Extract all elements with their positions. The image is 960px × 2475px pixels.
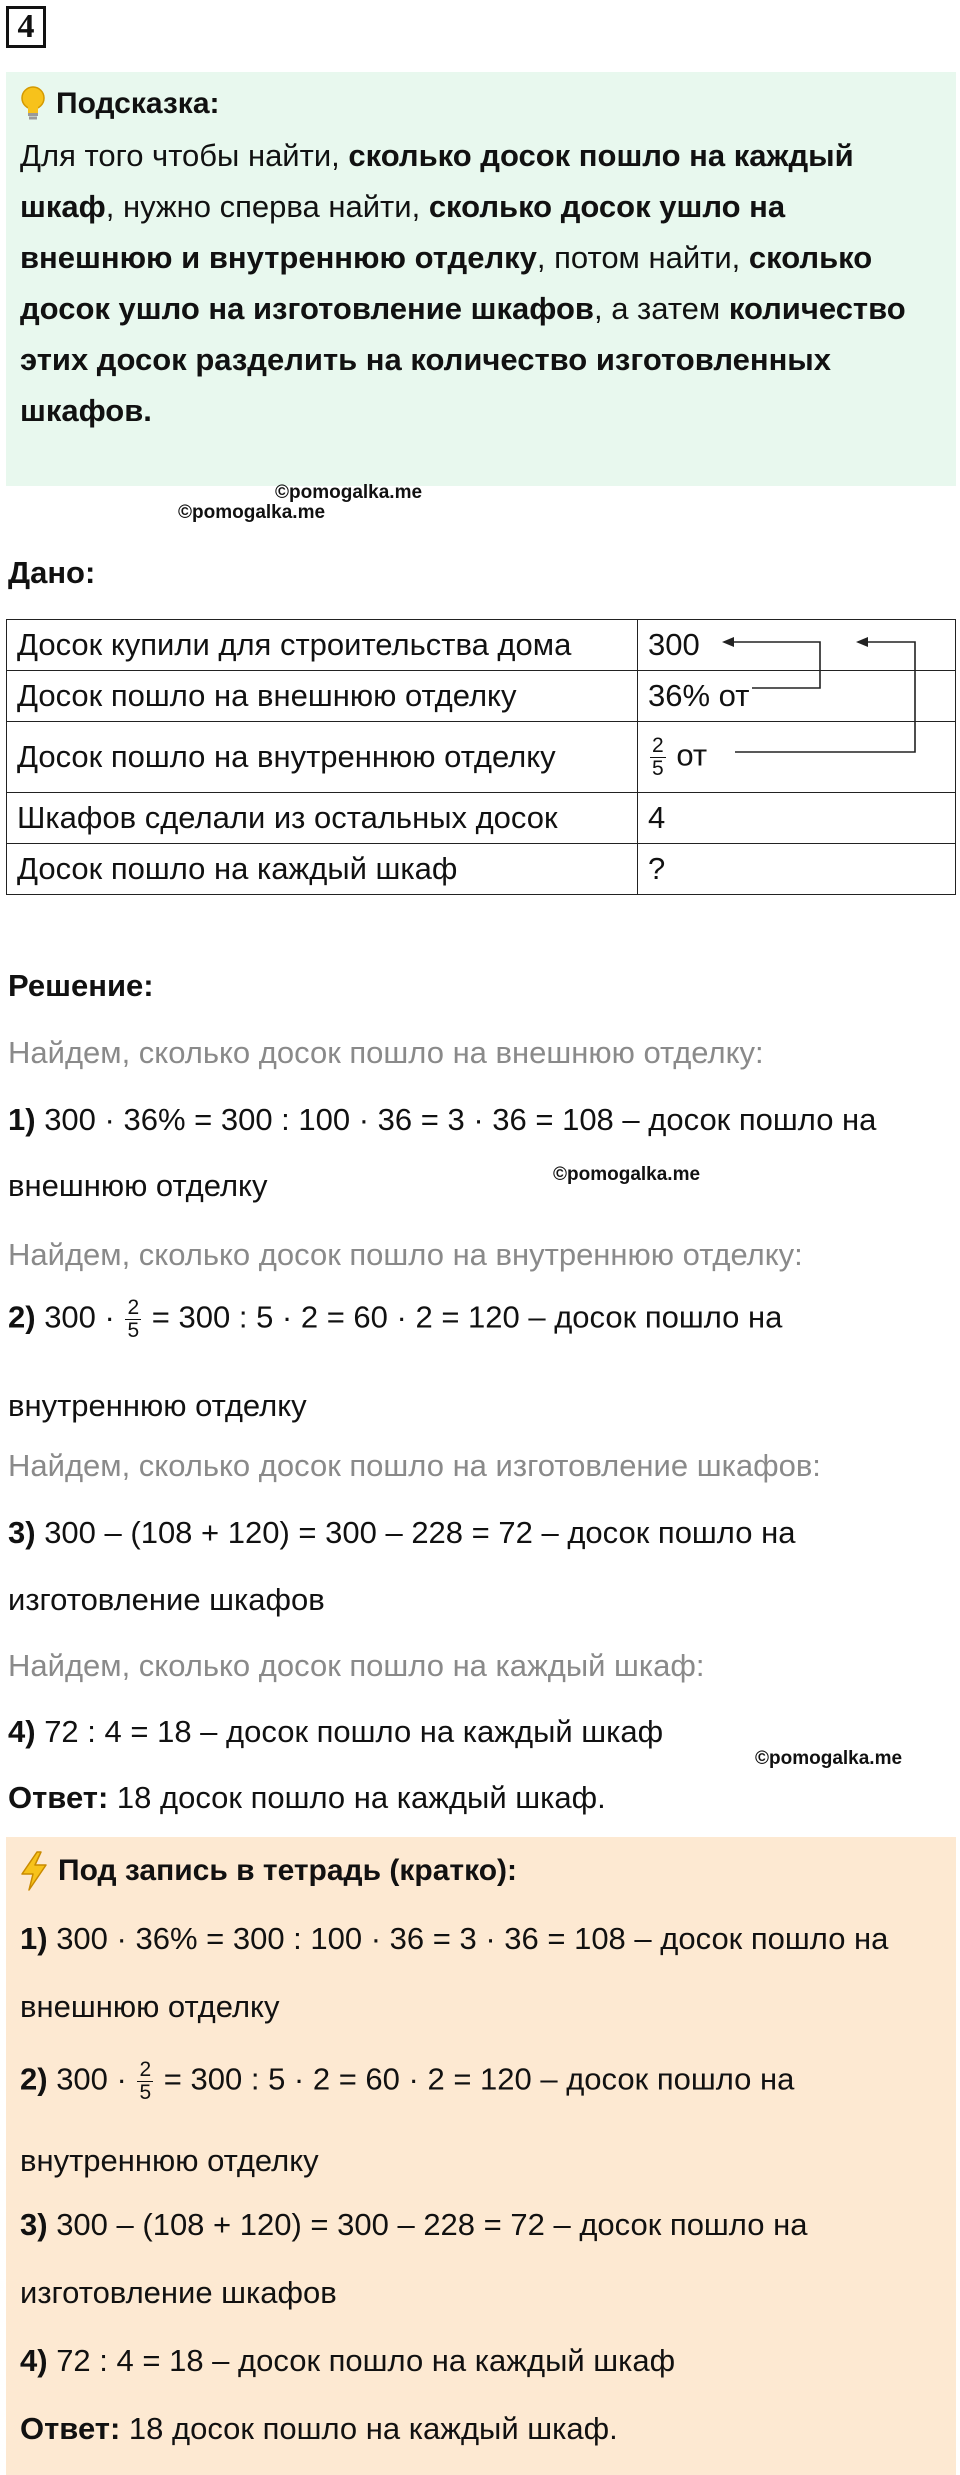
step-text: 72 : 4 = 18 – досок пошло на каждый шкаф <box>47 2343 676 2378</box>
step-number: 2) <box>20 2061 48 2097</box>
hint-text-part: количество этих досок разделить на количество изготовленных шкафов. <box>20 291 906 428</box>
step-number: 4) <box>20 2343 48 2378</box>
step-number: 1) <box>8 1102 36 1137</box>
watermark: ©pomogalka.me <box>178 502 326 523</box>
fraction <box>137 2059 153 2104</box>
step-number: 1) <box>20 1921 48 1956</box>
notebook-step-1 <box>20 1921 888 1957</box>
notebook-title-text: Под запись в тетрадь (кратко): <box>58 1854 518 1887</box>
task-number: 4 <box>6 6 46 48</box>
notebook-step-3 <box>20 2207 807 2243</box>
hint-text-part: сколько досок пошло на каждый шкаф <box>20 138 854 224</box>
answer-label: Ответ: <box>8 1780 109 1815</box>
step-continuation: внешнюю отделку <box>8 1168 268 1203</box>
watermark: ©pomogalka.me <box>553 1164 701 1185</box>
step-caption: Найдем, сколько досок пошло на внутреннюю отделку: <box>8 1237 803 1272</box>
step-caption: Найдем, сколько досок пошло на изготовление шкафов: <box>8 1448 821 1483</box>
watermark: ©pomogalka.me <box>755 1748 903 1769</box>
fraction-numerator: 2 <box>139 2058 152 2081</box>
hint-text-part: , нужно сперва найти, <box>105 189 429 224</box>
solution-title: Решение: <box>8 968 154 1003</box>
given-label: Досок пошло на каждый шкаф <box>7 844 638 895</box>
given-label: Досок купили для строительства дома <box>7 620 638 671</box>
solution-step-1 <box>8 1102 876 1138</box>
step-text: 300 – (108 + 120) = 300 – 228 = 72 – досок пошло на <box>35 1515 796 1550</box>
fraction-denominator: 5 <box>127 1319 140 1342</box>
reference-arrows <box>0 0 960 900</box>
answer-text: 18 досок пошло на каждый шкаф. <box>120 2411 618 2446</box>
step-continuation: внутреннюю отделку <box>8 1388 307 1423</box>
step-text: 300 · 36% = 300 : 100 · 36 = 3 · 36 = 108 – досок пошло на <box>35 1102 877 1137</box>
notebook-title <box>20 1851 517 1891</box>
hint-text-part: , потом найти, <box>536 240 749 275</box>
given-value-text: от <box>676 737 708 773</box>
hint-text-part: сколько досок ушло на изготовление шкафов <box>20 240 873 326</box>
answer-text: 18 досок пошло на каждый шкаф. <box>108 1780 606 1815</box>
step-continuation: изготовление шкафов <box>20 2275 337 2310</box>
notebook-answer <box>20 2411 618 2447</box>
notebook-step-4 <box>20 2343 675 2379</box>
arrow-inner-to-300 <box>735 642 915 752</box>
given-label: Досок пошло на внешнюю отделку <box>7 671 638 722</box>
answer-label: Ответ: <box>20 2411 121 2446</box>
solution-step-2 <box>8 1297 782 1342</box>
step-text: 300 · 36% = 300 : 100 · 36 = 3 · 36 = 108 – досок пошло на <box>47 1921 889 1956</box>
step-text: 300 – (108 + 120) = 300 – 228 = 72 – досок пошло на <box>47 2207 808 2242</box>
step-text: 72 : 4 = 18 – досок пошло на каждый шкаф <box>35 1714 664 1749</box>
hint-title-text: Подсказка: <box>56 87 220 120</box>
step-text: = 300 : 5 · 2 = 60 · 2 = 120 – досок пошло на <box>151 1299 783 1335</box>
fraction-numerator: 2 <box>652 733 664 757</box>
fraction-denominator: 5 <box>652 756 664 780</box>
fraction <box>125 1297 141 1342</box>
step-continuation: внутреннюю отделку <box>20 2143 319 2178</box>
given-value: 4 <box>638 793 956 844</box>
answer <box>8 1780 606 1816</box>
hint-text-part: сколько досок ушло на внешнюю и внутреннюю отделку <box>20 189 786 275</box>
lightning-icon <box>20 1851 48 1891</box>
arrowhead <box>856 637 868 647</box>
arrow-outer-to-300 <box>724 642 820 688</box>
given-label: Досок пошло на внутреннюю отделку <box>7 722 638 793</box>
hint-text-part: Для того чтобы найти, <box>20 138 349 173</box>
step-caption: Найдем, сколько досок пошло на внешнюю отделку: <box>8 1035 764 1070</box>
step-number: 3) <box>8 1515 36 1550</box>
notebook-box <box>6 1837 956 2475</box>
step-number: 3) <box>20 2207 48 2242</box>
given-label: Шкафов сделали из остальных досок <box>7 793 638 844</box>
step-caption: Найдем, сколько досок пошло на каждый шкаф: <box>8 1648 705 1683</box>
hint-text-part: , а затем <box>593 291 729 326</box>
given-value: 36% от <box>638 671 956 722</box>
solution-step-4 <box>8 1714 663 1750</box>
step-number: 4) <box>8 1714 36 1749</box>
step-text: 300 · <box>35 1299 115 1335</box>
solution-step-3 <box>8 1515 795 1551</box>
step-text: 300 · <box>47 2061 127 2097</box>
step-text: = 300 : 5 · 2 = 60 · 2 = 120 – досок пошло на <box>163 2061 795 2097</box>
step-continuation: внешнюю отделку <box>20 1989 280 2024</box>
step-number: 2) <box>8 1299 36 1335</box>
given-value: ? <box>638 844 956 895</box>
watermark: ©pomogalka.me <box>275 482 423 503</box>
step-continuation: изготовление шкафов <box>8 1582 325 1617</box>
notebook-step-2 <box>20 2059 794 2104</box>
fraction-denominator: 5 <box>139 2081 152 2104</box>
given-value: 300 <box>638 620 956 671</box>
arrowhead <box>722 637 734 647</box>
fraction-numerator: 2 <box>127 1296 140 1319</box>
given-title: Дано: <box>8 555 96 590</box>
